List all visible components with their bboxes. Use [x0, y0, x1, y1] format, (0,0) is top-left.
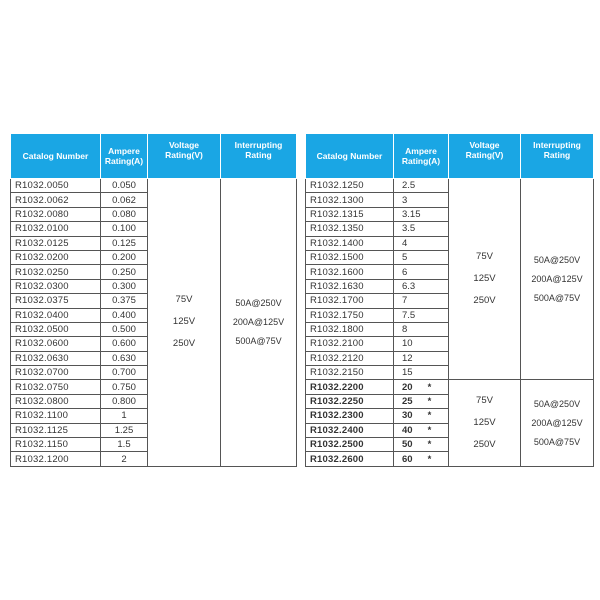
ampere-rating-cell: 0.750	[101, 380, 148, 394]
interrupting-rating-cell-line: 50A@250V	[533, 398, 581, 409]
interrupting-rating-cell-line: 50A@250V	[235, 297, 282, 308]
asterisk-mark: *	[427, 396, 432, 408]
ampere-rating-cell	[394, 279, 449, 293]
catalog-number-cell: R1032.2300	[306, 409, 394, 423]
ampere-value: 20	[402, 381, 413, 393]
ampere-value: 5	[402, 252, 408, 264]
interrupting-rating-cell	[521, 179, 594, 380]
left-table-header-row	[11, 134, 297, 179]
ampere-rating-cell: 0.080	[101, 207, 148, 221]
ampere-rating-cell: 0.600	[101, 337, 148, 351]
interrupting-rating-cell-line: 500A@75V	[533, 436, 581, 447]
catalog-number-cell: R1032.2200	[306, 380, 394, 394]
table-row	[11, 179, 297, 193]
catalog-number-cell: R1032.1500	[306, 250, 394, 264]
ampere-rating-cell: 0.100	[101, 222, 148, 236]
catalog-number-cell: R1032.2250	[306, 394, 394, 408]
ampere-value: 4	[402, 237, 408, 249]
interrupting-rating-cell-line: 200A@125V	[531, 417, 583, 428]
voltage-rating-cell-line: 125V	[172, 316, 196, 328]
left-table-body	[11, 179, 297, 467]
interrupting-rating-cell-line: 500A@75V	[235, 335, 282, 346]
voltage-rating-cell	[449, 179, 521, 380]
catalog-number-cell: R1032.0750	[11, 380, 101, 394]
catalog-number-cell: R1032.1350	[306, 222, 394, 236]
ampere-rating-cell	[394, 250, 449, 264]
catalog-number-cell: R1032.1125	[11, 423, 101, 437]
voltage-rating-cell-line: 75V	[476, 251, 493, 263]
ampere-rating-cell: 0.700	[101, 366, 148, 380]
asterisk-mark: *	[427, 410, 432, 422]
ampere-value: 60	[402, 453, 413, 465]
interrupting-rating-cell-line: 200A@125V	[531, 273, 583, 284]
catalog-number-cell: R1032.1250	[306, 179, 394, 193]
catalog-number-cell: R1032.0400	[11, 308, 101, 322]
header-voltage-rating: Voltage Rating(V)	[148, 134, 221, 179]
ampere-value: 50	[402, 439, 413, 451]
header-voltage-rating: Voltage Rating(V)	[449, 134, 521, 179]
voltage-rating-cell-line: 125V	[473, 417, 496, 429]
catalog-number-cell: R1032.0050	[11, 179, 101, 193]
ampere-value: 30	[402, 410, 413, 422]
header-interrupting-rating: Interrupting Rating	[221, 134, 297, 179]
ampere-value: 15	[402, 367, 413, 379]
ampere-value: 25	[402, 396, 413, 408]
ampere-rating-cell: 1	[101, 409, 148, 423]
catalog-number-cell: R1032.1400	[306, 236, 394, 250]
voltage-rating-cell-line: 250V	[172, 338, 196, 350]
ampere-rating-cell	[394, 409, 449, 423]
catalog-number-cell: R1032.0300	[11, 279, 101, 293]
ampere-rating-cell	[394, 423, 449, 437]
catalog-number-cell: R1032.1750	[306, 308, 394, 322]
catalog-number-cell: R1032.1300	[306, 193, 394, 207]
ampere-rating-cell	[394, 322, 449, 336]
ampere-value: 40	[402, 424, 413, 436]
ampere-rating-cell: 1.25	[101, 423, 148, 437]
catalog-number-cell: R1032.0080	[11, 207, 101, 221]
ampere-rating-cell: 0.200	[101, 250, 148, 264]
ampere-value: 3.15	[402, 208, 421, 220]
catalog-number-cell: R1032.0700	[11, 366, 101, 380]
ampere-rating-cell	[394, 236, 449, 250]
catalog-number-cell: R1032.1200	[11, 452, 101, 466]
ampere-value: 12	[402, 352, 413, 364]
header-catalog-number: Catalog Number	[306, 134, 394, 179]
ampere-value: 6.3	[402, 280, 416, 292]
ampere-rating-cell	[394, 337, 449, 351]
voltage-rating-cell-line: 250V	[473, 439, 496, 451]
ampere-rating-cell	[394, 193, 449, 207]
catalog-number-cell: R1032.2100	[306, 337, 394, 351]
catalog-number-cell: R1032.2120	[306, 351, 394, 365]
catalog-number-cell: R1032.2150	[306, 366, 394, 380]
ampere-rating-cell	[394, 351, 449, 365]
ampere-rating-cell	[394, 265, 449, 279]
catalog-number-cell: R1032.0630	[11, 351, 101, 365]
asterisk-mark: *	[427, 453, 432, 465]
catalog-number-cell: R1032.1630	[306, 279, 394, 293]
catalog-number-cell: R1032.0800	[11, 394, 101, 408]
ampere-rating-cell	[394, 222, 449, 236]
ampere-rating-cell: 0.300	[101, 279, 148, 293]
catalog-number-cell: R1032.1150	[11, 438, 101, 452]
interrupting-rating-cell	[521, 380, 594, 466]
ampere-rating-cell	[394, 438, 449, 452]
asterisk-mark: *	[427, 381, 432, 393]
ampere-rating-cell: 1.5	[101, 438, 148, 452]
interrupting-rating-cell	[221, 179, 297, 467]
voltage-rating-cell	[449, 380, 521, 466]
ampere-rating-cell: 2	[101, 452, 148, 466]
catalog-number-cell: R1032.1700	[306, 294, 394, 308]
ampere-value: 7.5	[402, 309, 416, 321]
interrupting-rating-cell-line: 500A@75V	[533, 292, 581, 303]
right-rating-table	[305, 133, 594, 467]
ampere-value: 3.5	[402, 223, 416, 235]
ampere-value: 7	[402, 295, 408, 307]
ampere-value: 6	[402, 266, 408, 278]
voltage-rating-cell-line: 75V	[476, 395, 493, 407]
catalog-number-cell: R1032.0250	[11, 265, 101, 279]
catalog-number-cell: R1032.0500	[11, 322, 101, 336]
interrupting-rating-cell-line: 50A@250V	[533, 254, 581, 265]
catalog-number-cell: R1032.1315	[306, 207, 394, 221]
interrupting-rating-cell-line: 200A@125V	[232, 316, 285, 327]
ampere-rating-cell: 0.500	[101, 322, 148, 336]
ampere-rating-cell	[394, 380, 449, 394]
catalog-number-cell: R1032.0375	[11, 294, 101, 308]
ampere-rating-cell	[394, 207, 449, 221]
ampere-rating-cell	[394, 294, 449, 308]
ampere-rating-cell	[394, 452, 449, 466]
catalog-number-cell: R1032.0200	[11, 250, 101, 264]
ampere-rating-cell	[394, 366, 449, 380]
ampere-value: 8	[402, 324, 408, 336]
ampere-rating-cell: 0.050	[101, 179, 148, 193]
catalog-number-cell: R1032.0125	[11, 236, 101, 250]
voltage-rating-cell-line: 125V	[473, 273, 496, 285]
ampere-value: 3	[402, 194, 408, 206]
header-catalog-number: Catalog Number	[11, 134, 101, 179]
asterisk-mark: *	[427, 424, 432, 436]
table-row	[306, 179, 594, 193]
ampere-rating-cell: 0.125	[101, 236, 148, 250]
catalog-number-cell: R1032.1800	[306, 322, 394, 336]
catalog-number-cell: R1032.0600	[11, 337, 101, 351]
ampere-rating-cell: 0.800	[101, 394, 148, 408]
header-interrupting-rating: Interrupting Rating	[521, 134, 594, 179]
ampere-rating-cell: 0.250	[101, 265, 148, 279]
right-table-header-row	[306, 134, 594, 179]
right-table-body	[306, 179, 594, 467]
ampere-rating-cell	[394, 308, 449, 322]
catalog-number-cell: R1032.2400	[306, 423, 394, 437]
ampere-value: 10	[402, 338, 413, 350]
asterisk-mark: *	[427, 439, 432, 451]
ampere-rating-cell: 0.630	[101, 351, 148, 365]
catalog-number-cell: R1032.1100	[11, 409, 101, 423]
ampere-rating-cell: 0.062	[101, 193, 148, 207]
catalog-number-cell: R1032.2500	[306, 438, 394, 452]
catalog-number-cell: R1032.0100	[11, 222, 101, 236]
header-ampere-rating: Ampere Rating(A)	[394, 134, 449, 179]
ampere-rating-cell: 0.375	[101, 294, 148, 308]
catalog-number-cell: R1032.1600	[306, 265, 394, 279]
left-rating-table	[10, 133, 297, 467]
ampere-rating-cell	[394, 179, 449, 193]
ampere-rating-cell: 0.400	[101, 308, 148, 322]
voltage-rating-cell-line: 75V	[175, 294, 193, 306]
voltage-rating-cell-line: 250V	[473, 295, 496, 307]
catalog-number-cell: R1032.0062	[11, 193, 101, 207]
voltage-rating-cell	[148, 179, 221, 467]
catalog-number-cell: R1032.2600	[306, 452, 394, 466]
header-ampere-rating: Ampere Rating(A)	[101, 134, 148, 179]
ampere-rating-cell	[394, 394, 449, 408]
ampere-value: 2.5	[402, 180, 416, 192]
table-row	[306, 380, 594, 394]
